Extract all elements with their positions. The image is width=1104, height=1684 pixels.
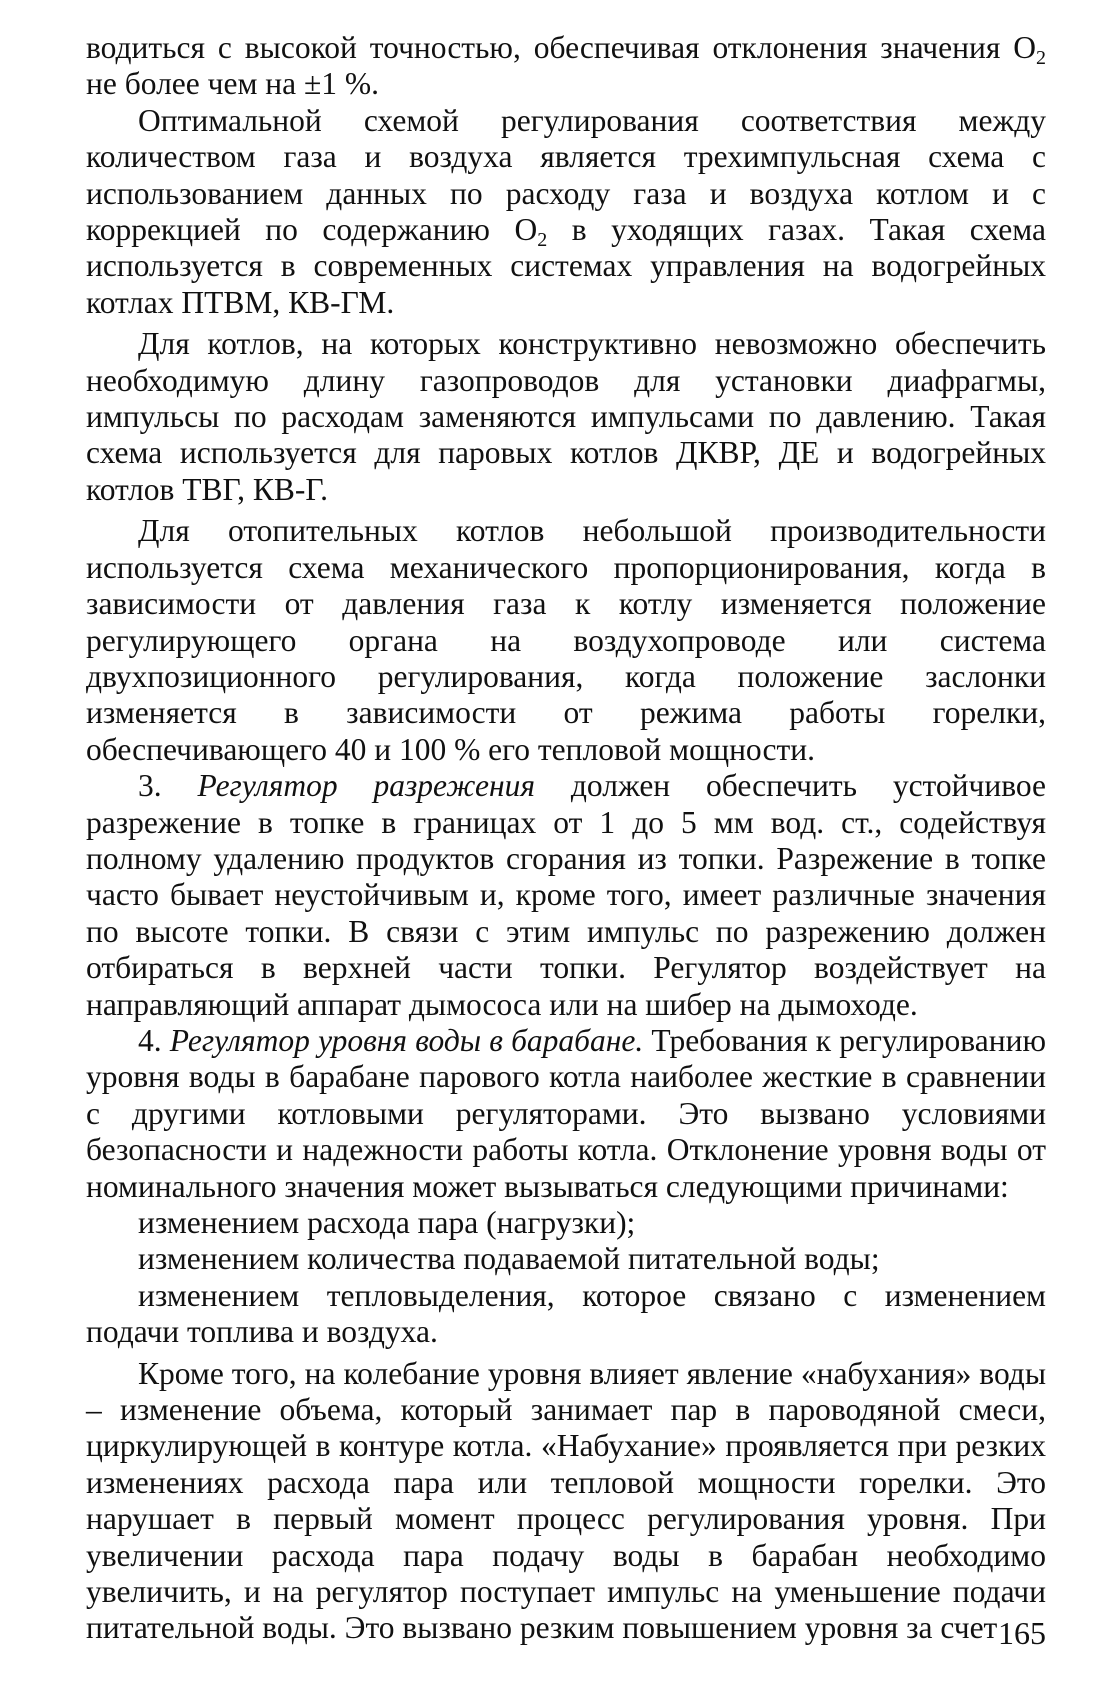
paragraph-text: не более чем на ±1 %. [86, 66, 380, 102]
item-number: 4. [138, 1022, 170, 1058]
list-item: изменением расхода пара (нагрузки); [138, 1205, 636, 1240]
page-body [86, 30, 1046, 1647]
item-title: Регулятор уровня воды в барабане. [169, 1022, 644, 1058]
paragraph-text: в уходящих газах. Такая схема используется в современных системах управления на водогрейных котлах ПТВМ, КВ-ГМ. [86, 212, 1046, 320]
paragraph-text: Требования к регулированию уровня воды в барабане парового котла наиболее жесткие в сравнении с другими котловыми регуляторами. Это вызвано условиями безопасности и надежности работы котла. Отклонение уровня воды от номинального значения может вызываться следующими причинами: [86, 1022, 1046, 1204]
paragraph-text: водиться с высокой точностью, обеспечивая отклонения значения O [86, 30, 1036, 65]
paragraph-pressure-impulses: Для котлов, на которых конструктивно невозможно обеспечить необходимую длину газопроводов для установки диафрагмы, импульсы по расходам заменяются импульсами по давлению. Такая схема используется для паровых котлов ДКВР, ДЕ и водогрейных котлов ТВГ, КВ-Г. [86, 326, 1046, 507]
paragraph-draft-regulator [86, 768, 1046, 1023]
paragraph-text: должен обеспечить устойчивое разрежение в топке в границах от 1 до 5 мм вод. ст., содействуя полному удалению продуктов сгорания из топки. Разрежение в топке часто бывает неустойчивым и, кроме того, имеет различные значения по высоте топки. В связи с этим импульс по разрежению должен отбираться в верхней части топки. Регулятор воздействует на направляющий аппарат дымососа или на шибер на дымоходе. [86, 768, 1046, 1022]
paragraph-continuation [86, 30, 1046, 103]
subscript: 2 [1036, 47, 1046, 69]
paragraph-swelling: Кроме того, на колебание уровня влияет явление «набухания» воды – изменение объема, который занимает пар в пароводяной смеси, циркулирующей в контуре котла. «Набухание» проявляется при резких изменениях расхода пара или тепловой мощности горелки. Это нарушает в первый момент процесс регулирования уровня. При увеличении расхода пара подачу воды в барабан необходимо увеличить, и на регулятор поступает импульс на уменьшение подачи питательной воды. Это вызвано резким повышением уровня за счет [86, 1355, 1046, 1646]
list-item: изменением тепловыделения, которое связано с изменением подачи топлива и воздуха. [86, 1277, 1046, 1350]
subscript: 2 [537, 229, 548, 252]
page-number: 165 [998, 1615, 1046, 1651]
item-title: Регулятор разрежения [197, 768, 536, 804]
paragraph-water-level-regulator [86, 1023, 1046, 1205]
item-number: 3. [138, 768, 198, 804]
paragraph-mechanical-proportioning: Для отопительных котлов небольшой производительности используется схема механического пропорционирования, когда в зависимости от давления газа к котлу изменяется положение регулирующего органа на воздухопроводе или система двухпозиционного регулирования, когда положение заслонки изменяется в зависимости от режима работы горелки, обеспечивающего 40 и 100 % его тепловой мощности. [86, 513, 1046, 767]
list-item: изменением количества подаваемой питательной воды; [138, 1241, 880, 1277]
paragraph-optimal-scheme [86, 103, 1046, 321]
paragraph-text: Оптимальной схемой регулирования соответствия между количеством газа и воздуха является трехимпульсная схема с использованием данных по расходу газа и воздуха котлом и с коррекцией по содержанию O [86, 102, 1046, 248]
